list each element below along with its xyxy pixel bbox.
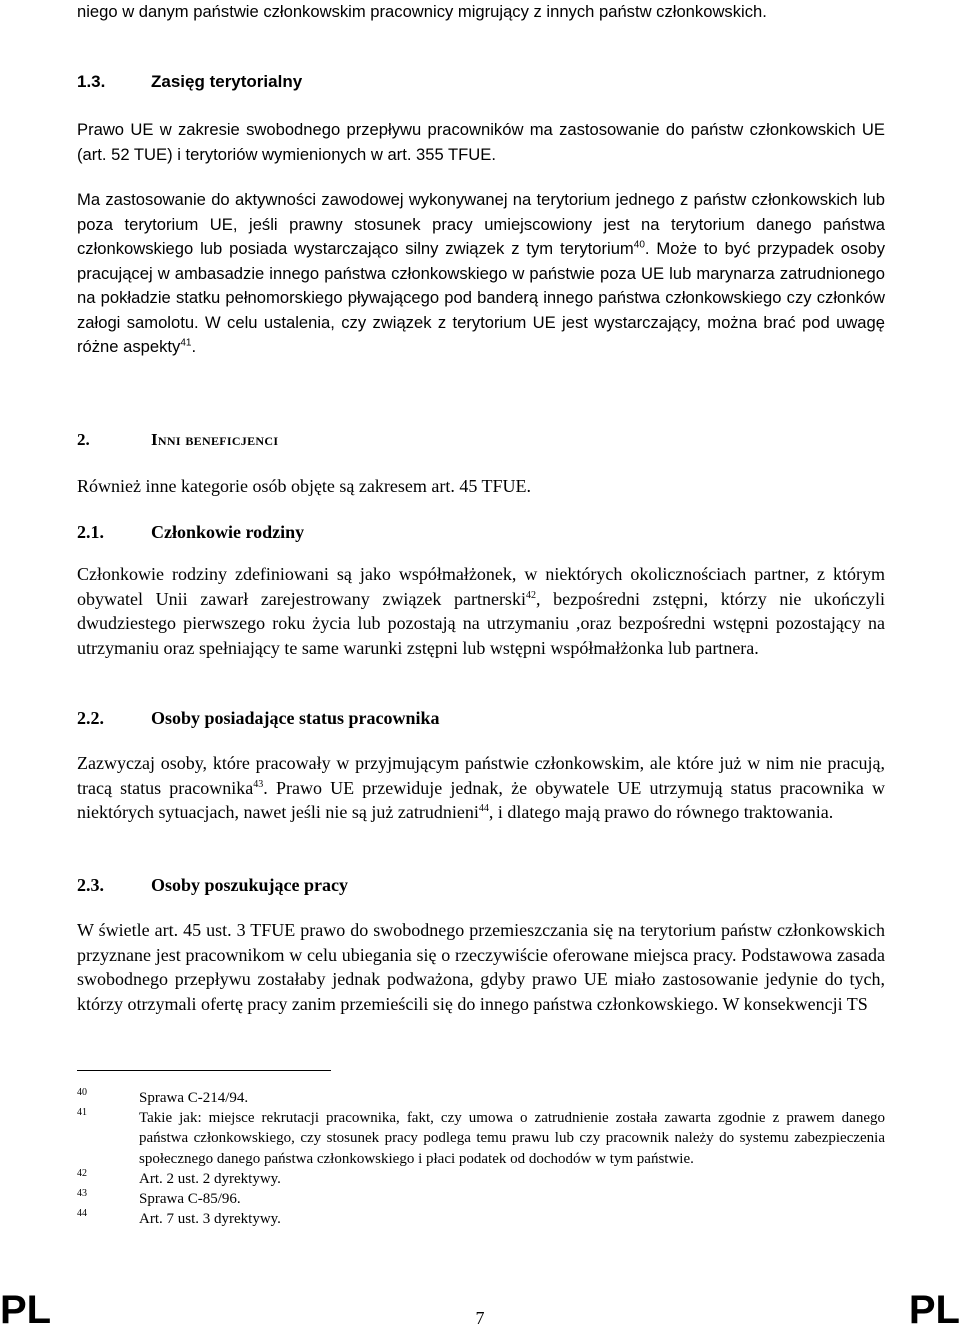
footnote-ref-42[interactable]: 42 bbox=[525, 589, 536, 601]
footnote-ref-41[interactable]: 41 bbox=[180, 337, 192, 349]
section-number: 2.1. bbox=[77, 522, 104, 542]
footnote-ref-40[interactable]: 40 bbox=[633, 239, 645, 251]
page-footer bbox=[0, 1290, 960, 1330]
language-code-left: PL bbox=[0, 1288, 52, 1332]
footnote: 44 Art. 7 ust. 3 dyrektywy. bbox=[77, 1209, 885, 1229]
paragraph-jobseekers: W świetle art. 45 ust. 3 TFUE prawo do swobodnego przemieszczania się na terytorium państw członkowskich przyznane jest pracownikom w celu ubiegania się o rzeczywiście oferowane miejsca pracy. Podstawowa zasada swobodnego przepływu zostałaby jednak podważona, gdyby prawo UE miało zastosowanie jedynie do tych, którzy otrzymali ofertę pracy zanim przemieścili się do innego państwa członkowskiego. W konsekwencji TS bbox=[77, 920, 885, 1014]
page-number: 7 bbox=[475, 1308, 485, 1328]
section-number: 2.3. bbox=[77, 875, 104, 895]
paragraph-top: niego w danym państwie członkowskim pracownicy migrujący z innych państw członkowskich. bbox=[77, 2, 767, 21]
paragraph-family-members: Członkowie rodziny zdefiniowani są jako współmałżonek, w niektórych okolicznościach partner, z którym obywatel Unii zawarł zarejestrowany związek partnerski$^{42}$, bezpośredni zstępni, którzy nie ukończyli dwudziestego pierwszego roku życia lub pozostają na utrzymaniu ,oraz bezpośredni wstępni pozostający na utrzymaniu oraz spełniający te same warunki zstępni lub wstępni współmałżonka lub partnera. bbox=[77, 564, 885, 658]
paragraph-scope-1: Prawo UE w zakresie swobodnego przepływu pracowników ma zastosowanie do państw członkowskich UE (art. 52 TUE) i terytoriów wymienionych w art. 355 TFUE. bbox=[77, 120, 885, 164]
footnote-number: 44 bbox=[77, 1208, 87, 1220]
footnote-ref-44[interactable]: 44 bbox=[478, 803, 489, 814]
footnote-separator bbox=[77, 1070, 331, 1071]
footnote-number: 43 bbox=[77, 1188, 87, 1200]
paragraph-scope-2: Ma zastosowanie do aktywności zawodowej wykonywanej na terytorium jednego z państw członkowskich lub poza terytorium UE, jeśli prawny stosunek pracy umiejscowiony jest na terytorium danego państwa członkowskiego lub posiada wystarczająco silny związek z tym terytorium$^{40}$. Może to być przypadek osoby pracującej w ambasadzie innego państwa członkowskiego w państwie poza UE lub marynarza zatrudnionego na pokładzie statku pełnomorskiego pływającego pod banderą innego państwa członkowskiego czy członków załogi samolotu. W celu ustalenia, czy związek z terytorium UE jest wystarczający, można brać pod uwagę różne aspekty$^{41}$. bbox=[77, 190, 885, 356]
footnote-number: 40 bbox=[77, 1087, 87, 1098]
footnotes bbox=[77, 1088, 885, 1229]
footnote: 43 Sprawa C-85/96. bbox=[77, 1189, 885, 1209]
section-title: Osoby poszukujące pracy bbox=[151, 875, 349, 895]
section-title: Inni beneficjenci bbox=[151, 430, 279, 449]
footnote-number: 42 bbox=[77, 1167, 87, 1179]
paragraph-other-beneficiaries: Również inne kategorie osób objęte są zakresem art. 45 TFUE. bbox=[77, 476, 532, 496]
section-title: Zasięg terytorialny bbox=[151, 72, 303, 91]
section-title: Osoby posiadające status pracownika bbox=[151, 708, 440, 728]
footnote: 42 Art. 2 ust. 2 dyrektywy. bbox=[77, 1169, 885, 1189]
section-number: 1.3. bbox=[77, 72, 106, 91]
paragraph-worker-status: Zazwyczaj osoby, które pracowały w przyjmującym państwie członkowskim, ale które już w nim nie pracują, tracą status pracownika$^{43}$. Prawo UE przewiduje jednak, że obywatele UE utrzymują status pracownika w niektórych sytuacjach, nawet jeśli nie są już zatrudnieni$^{44}$, i dlatego mają prawo do równego traktowania. bbox=[77, 753, 885, 822]
language-code-right: PL bbox=[908, 1288, 960, 1332]
section-heading-2-2 bbox=[77, 706, 885, 730]
section-heading-2-3 bbox=[77, 873, 885, 897]
footnote-ref-43[interactable]: 43 bbox=[253, 778, 264, 790]
section-heading-2-1 bbox=[77, 520, 885, 544]
section-heading-1-3 bbox=[77, 70, 885, 94]
footnote-number: 41 bbox=[77, 1107, 87, 1119]
section-number: 2.2. bbox=[77, 708, 104, 728]
section-number: 2. bbox=[77, 430, 90, 449]
section-heading-2 bbox=[77, 428, 885, 452]
footnote: 41 Takie jak: miejsce rekrutacji pracownika, fakt, czy umowa o zatrudnienie została zawarta zgodnie z prawem danego państwa członkowskiego, czy stosunek pracy podlega temu prawu lub czy pracownik należy do systemu zabezpieczenia społecznego danego państwa członkowskiego i płaci podatek od dochodów w tym państwie. bbox=[77, 1108, 885, 1169]
footnote: 40 Sprawa C-214/94. bbox=[77, 1088, 885, 1108]
section-title: Członkowie rodziny bbox=[151, 522, 305, 542]
